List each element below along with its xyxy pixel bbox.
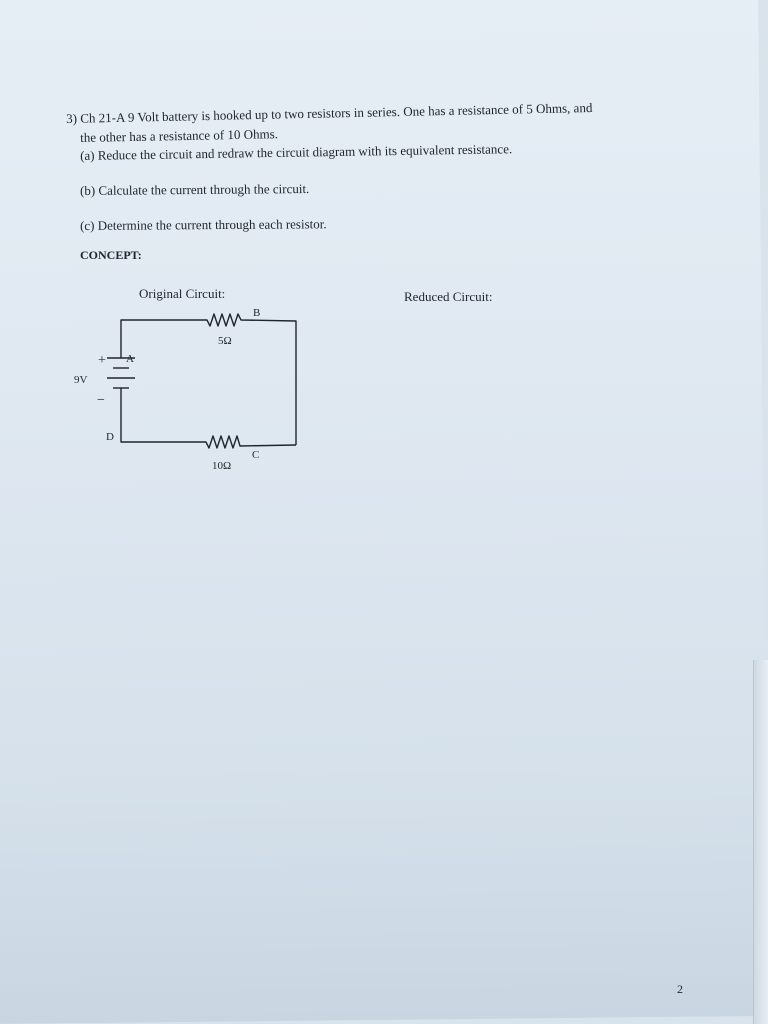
question-part-c: (c) Determine the current through each resistor. (80, 216, 327, 233)
concept-heading: CONCEPT: (80, 248, 142, 262)
top-wire (121, 314, 296, 445)
node-b-label: B (253, 307, 261, 319)
node-c-label: C (252, 449, 260, 461)
battery-plus-sign: + (98, 353, 106, 368)
bottom-wire (121, 397, 296, 448)
resistor-bottom-label: 10Ω (212, 460, 232, 472)
resistor-top-label: 5Ω (218, 335, 232, 347)
node-a-label: A (126, 353, 134, 365)
original-circuit-label: Original Circuit: (139, 286, 226, 301)
question-line-1: 3) Ch 21-A 9 Volt battery is hooked up to two resistors in series. One has a resistance of 5 Ohms, and (66, 99, 593, 126)
page-number: 2 (677, 982, 683, 996)
question-part-b: (b) Calculate the current through the circuit. (80, 180, 310, 198)
battery-minus-sign: − (97, 393, 105, 408)
question-part-a: (a) Reduce the circuit and redraw the circuit diagram with its equivalent resistance. (80, 141, 513, 163)
reduced-circuit-label: Reduced Circuit: (404, 289, 493, 304)
node-d-label: D (106, 431, 114, 443)
question-line-2: the other has a resistance of 10 Ohms. (80, 126, 279, 145)
battery-voltage-label: 9V (74, 374, 88, 386)
